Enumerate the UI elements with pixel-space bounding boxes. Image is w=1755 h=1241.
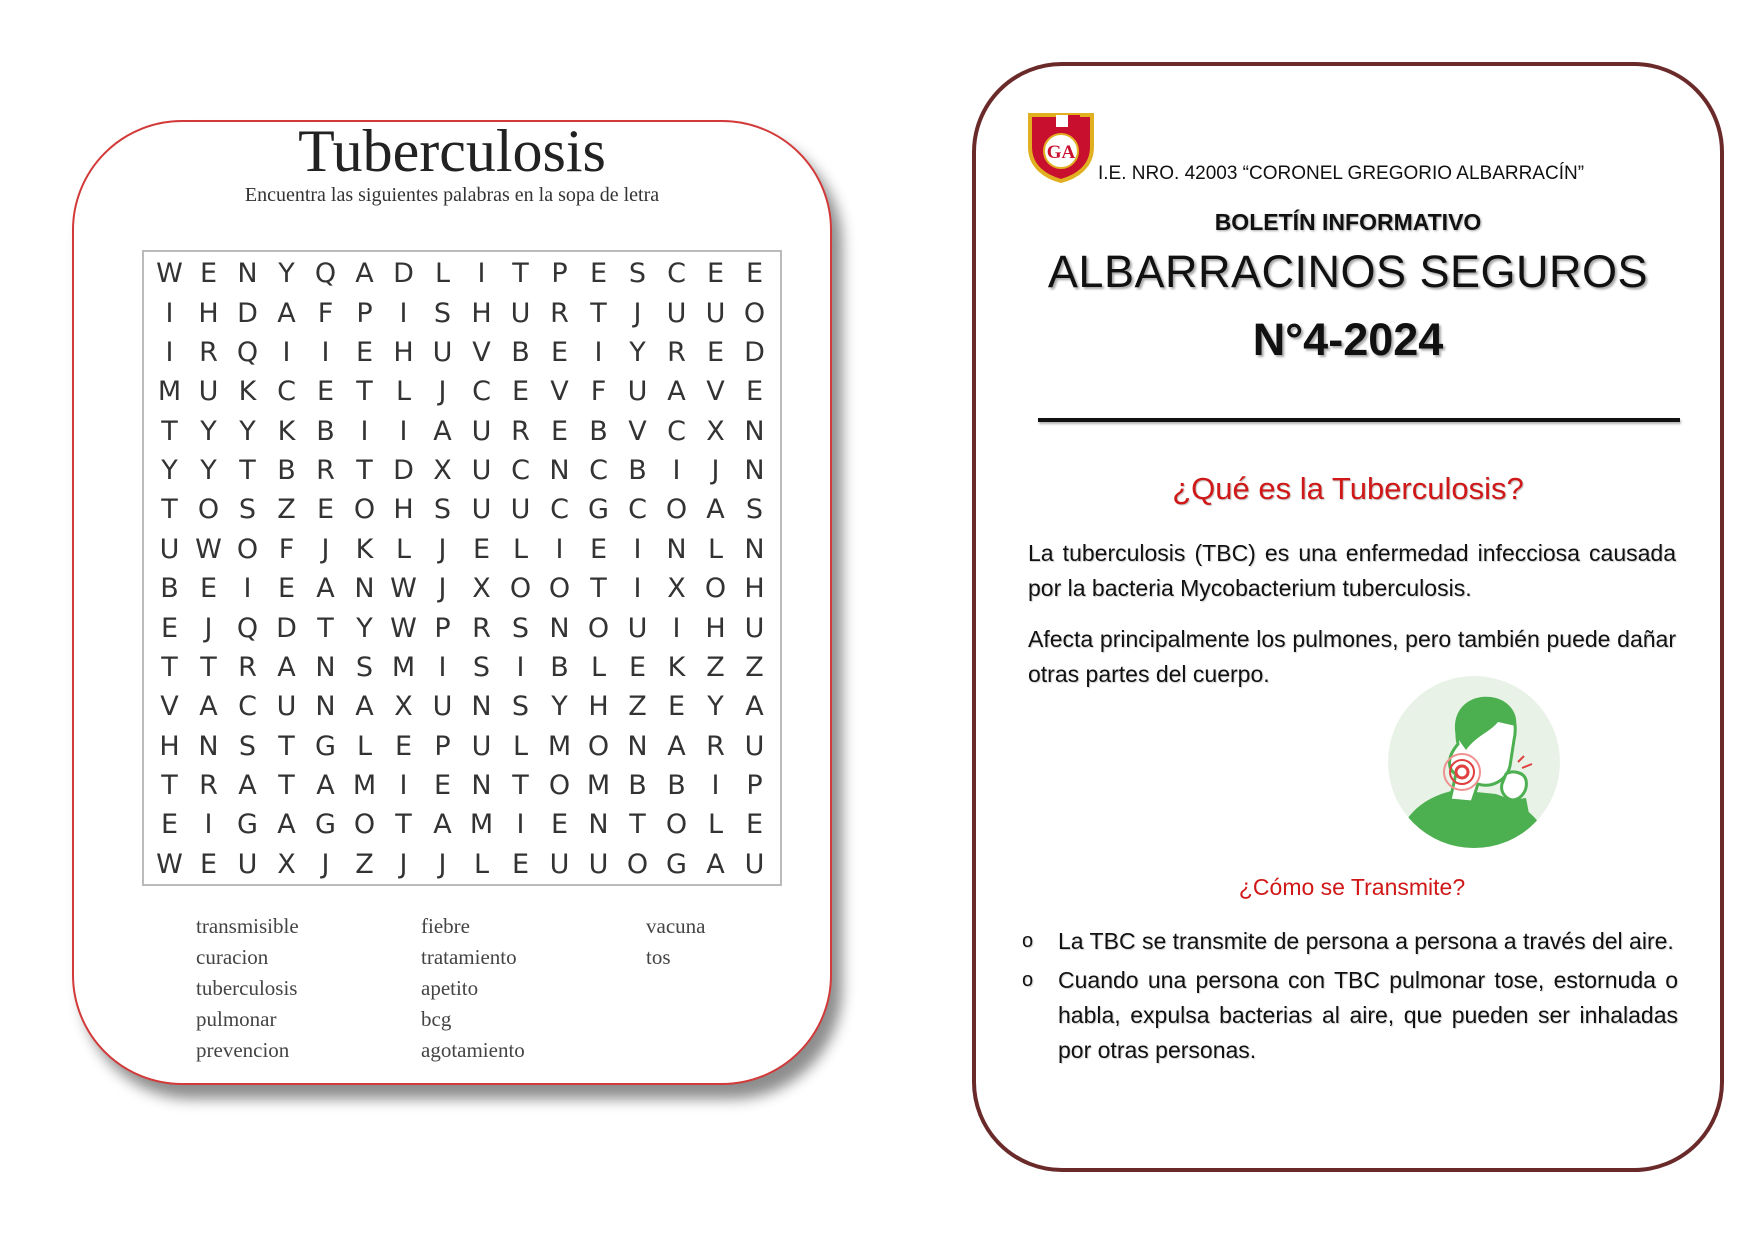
grid-letter: O (665, 809, 688, 841)
grid-letter: C (472, 376, 491, 408)
grid-letter: U (744, 612, 765, 644)
grid-letter: I (633, 573, 642, 605)
grid-letter: A (238, 770, 257, 802)
grid-letter: E (277, 573, 296, 605)
grid-letter: T (512, 258, 529, 290)
grid-letter: X (277, 848, 296, 880)
grid-letter: R (472, 612, 491, 644)
coughing-person-icon (1386, 674, 1562, 850)
word-item: tos (646, 945, 671, 969)
grid-letter: O (197, 494, 220, 526)
grid-letter: E (667, 691, 686, 723)
grid-letter: B (316, 415, 335, 447)
grid-letter: V (628, 415, 647, 447)
grid-letter: U (627, 612, 648, 644)
transmission-list (1018, 924, 1678, 1072)
grid-letter: I (711, 770, 720, 802)
grid-letter: Y (161, 455, 178, 487)
grid-letter: G (315, 730, 336, 762)
grid-letter: N (549, 455, 570, 487)
grid-letter: H (393, 494, 414, 526)
bullet-circle-icon: o (1022, 969, 1034, 991)
grid-letter: R (199, 336, 218, 368)
grid-letter: O (665, 494, 688, 526)
grid-letter: D (744, 336, 765, 368)
grid-letter: W (390, 612, 417, 644)
grid-letter: E (745, 376, 764, 408)
grid-letter: K (355, 533, 374, 565)
grid-letter: E (199, 573, 218, 605)
transmission-heading: ¿Cómo se Transmite? (1238, 874, 1466, 900)
grid-letter: M (547, 730, 572, 762)
list-item-text: Cuando una persona con TBC pulmonar tose, estornuda o habla, expulsa bacterias al aire, que pueden ser inhaladas por otras personas. (1058, 967, 1678, 1063)
grid-letter: S (433, 494, 452, 526)
grid-letter: S (472, 651, 491, 683)
grid-letter: E (511, 376, 530, 408)
grid-letter: N (744, 415, 765, 447)
grid-letter: I (321, 336, 330, 368)
grid-letter: Q (236, 612, 259, 644)
grid-letter: I (672, 455, 681, 487)
grid-letter: M (391, 651, 416, 683)
grid-letter: A (355, 691, 374, 723)
grid-letter: C (667, 258, 686, 290)
grid-letter: I (399, 297, 408, 329)
grid-letter: S (355, 651, 374, 683)
grid-letter: U (588, 848, 609, 880)
grid-letter: S (238, 730, 257, 762)
grid-letter: I (165, 297, 174, 329)
grid-letter: D (237, 297, 258, 329)
grid-letter: T (590, 297, 607, 329)
grid-letter: U (705, 297, 726, 329)
grid-letter: E (550, 336, 569, 368)
grid-letter: I (360, 415, 369, 447)
grid-letter: T (356, 376, 373, 408)
grid-letter: I (243, 573, 252, 605)
school-crest-icon (1026, 111, 1096, 183)
word-item: apetito (421, 976, 479, 1000)
grid-letter: U (666, 297, 687, 329)
grid-letter: R (199, 770, 218, 802)
grid-letter: J (633, 297, 642, 329)
grid-letter: C (667, 415, 686, 447)
grid-letter: A (745, 691, 764, 723)
grid-letter: Q (314, 258, 337, 290)
grid-letter: E (550, 809, 569, 841)
grid-letter: H (705, 612, 726, 644)
grid-letter: E (316, 494, 335, 526)
school-name: I.E. NRO. 42003 “CORONEL GREGORIO ALBARRACÍN” (1098, 163, 1585, 184)
grid-letter: L (707, 533, 724, 565)
grid-letter: N (627, 730, 648, 762)
grid-letter: O (548, 573, 571, 605)
grid-letter: J (438, 573, 447, 605)
grid-letter: W (156, 258, 183, 290)
grid-letter: O (743, 297, 766, 329)
grid-letter: A (316, 573, 335, 605)
grid-letter: L (356, 730, 373, 762)
grid-letter: C (589, 455, 608, 487)
grid-letter: Z (355, 848, 374, 880)
grid-letter: I (516, 651, 525, 683)
grid-letter: K (667, 651, 686, 683)
grid-letter: B (550, 651, 569, 683)
grid-letter: V (550, 376, 569, 408)
grid-letter: S (511, 691, 530, 723)
grid-letter: S (433, 297, 452, 329)
word-item: agotamiento (421, 1038, 525, 1062)
grid-letter: U (549, 848, 570, 880)
grid-letter: E (706, 258, 725, 290)
grid-letter: N (744, 533, 765, 565)
grid-letter: I (282, 336, 291, 368)
grid-letter: E (394, 730, 413, 762)
grid-letter: J (438, 376, 447, 408)
bulletin-label: BOLETÍN INFORMATIVO (1214, 209, 1482, 235)
grid-letter: X (433, 455, 452, 487)
grid-letter: U (159, 533, 180, 565)
grid-letter: M (586, 770, 611, 802)
grid-letter: V (472, 336, 491, 368)
grid-letter: E (589, 258, 608, 290)
grid-letter: I (438, 651, 447, 683)
grid-letter: N (237, 258, 258, 290)
grid-letter: Q (236, 336, 259, 368)
grid-letter: I (555, 533, 564, 565)
grid-letter: C (511, 455, 530, 487)
grid-letter: H (198, 297, 219, 329)
grid-letter: E (199, 258, 218, 290)
grid-letter: W (156, 848, 183, 880)
grid-letter: D (276, 612, 297, 644)
grid-letter: I (672, 612, 681, 644)
grid-letter: I (477, 258, 486, 290)
grid-letter: T (161, 770, 178, 802)
grid-letter: J (438, 533, 447, 565)
grid-letter: A (706, 848, 725, 880)
grid-letter: J (438, 848, 447, 880)
grid-letter: E (199, 848, 218, 880)
wordsearch-subtitle: Encuentra las siguientes palabras en la sopa de letra (244, 184, 660, 206)
grid-letter: J (399, 848, 408, 880)
effects-paragraph: Afecta principalmente los pulmones, pero también puede dañar otras partes del cuerpo. (1028, 626, 1676, 687)
word-item: transmisible (196, 914, 299, 938)
grid-letter: Y (629, 336, 646, 368)
grid-letter: O (626, 848, 649, 880)
grid-letter: B (511, 336, 530, 368)
grid-letter: X (394, 691, 413, 723)
grid-letter: S (238, 494, 257, 526)
grid-letter: X (472, 573, 491, 605)
grid-letter: T (161, 494, 178, 526)
grid-letter: R (316, 455, 335, 487)
grid-letter: U (510, 494, 531, 526)
letter-grid (150, 254, 774, 884)
grid-letter: M (469, 809, 494, 841)
list-item-text: La TBC se transmite de persona a persona a través del aire. (1058, 928, 1674, 954)
grid-letter: Z (706, 651, 725, 683)
grid-letter: I (165, 336, 174, 368)
grid-letter: U (510, 297, 531, 329)
grid-letter: B (160, 573, 179, 605)
grid-letter: T (317, 612, 334, 644)
grid-letter: U (471, 494, 492, 526)
grid-letter: X (667, 573, 686, 605)
grid-letter: E (550, 415, 569, 447)
bullet-circle-icon: o (1022, 930, 1034, 952)
grid-letter: E (745, 809, 764, 841)
grid-letter: A (706, 494, 725, 526)
grid-letter: W (195, 533, 222, 565)
grid-letter: F (317, 297, 334, 329)
grid-letter: I (633, 533, 642, 565)
grid-letter: T (356, 455, 373, 487)
grid-letter: A (199, 691, 218, 723)
grid-letter: W (390, 573, 417, 605)
grid-letter: H (159, 730, 180, 762)
grid-letter: G (237, 809, 258, 841)
grid-letter: I (594, 336, 603, 368)
issue-number: N°4-2024 (1252, 314, 1444, 365)
grid-letter: U (744, 848, 765, 880)
grid-letter: J (204, 612, 213, 644)
grid-letter: Y (239, 415, 256, 447)
grid-letter: S (745, 494, 764, 526)
grid-letter: A (433, 415, 452, 447)
grid-letter: I (516, 809, 525, 841)
grid-letter: P (746, 770, 763, 802)
grid-letter: E (628, 651, 647, 683)
grid-letter: O (236, 533, 259, 565)
grid-letter: H (744, 573, 765, 605)
grid-letter: E (745, 258, 764, 290)
grid-letter: M (157, 376, 182, 408)
grid-letter: G (588, 494, 609, 526)
grid-letter: U (471, 415, 492, 447)
grid-letter: D (393, 455, 414, 487)
grid-letter: U (237, 848, 258, 880)
grid-letter: T (512, 770, 529, 802)
grid-letter: C (550, 494, 569, 526)
grid-letter: Z (628, 691, 647, 723)
grid-letter: E (433, 770, 452, 802)
grid-letter: H (471, 297, 492, 329)
list-item (1018, 963, 1678, 1068)
grid-letter: N (315, 651, 336, 683)
bulletin-title: ALBARRACINOS SEGUROS (1047, 246, 1649, 297)
grid-letter: T (590, 573, 607, 605)
grid-letter: B (628, 455, 647, 487)
word-item: tuberculosis (196, 976, 298, 1000)
grid-letter: E (472, 533, 491, 565)
grid-letter: U (744, 730, 765, 762)
grid-letter: U (471, 730, 492, 762)
grid-letter: L (707, 809, 724, 841)
grid-letter: T (200, 651, 217, 683)
grid-letter: L (512, 730, 529, 762)
grid-letter: R (238, 651, 257, 683)
grid-letter: N (198, 730, 219, 762)
grid-letter: T (278, 730, 295, 762)
grid-letter: E (589, 533, 608, 565)
grid-letter: S (511, 612, 530, 644)
word-item: bcg (421, 1007, 452, 1031)
grid-letter: N (354, 573, 375, 605)
grid-letter: O (587, 612, 610, 644)
grid-letter: T (278, 770, 295, 802)
grid-letter: O (587, 730, 610, 762)
grid-letter: N (744, 455, 765, 487)
grid-letter: R (667, 336, 686, 368)
grid-letter: C (628, 494, 647, 526)
grid-letter: L (434, 258, 451, 290)
grid-letter: X (706, 415, 725, 447)
grid-letter: G (315, 809, 336, 841)
grid-letter: A (316, 770, 335, 802)
grid-letter: A (277, 809, 296, 841)
grid-letter: Y (356, 612, 373, 644)
grid-letter: O (353, 809, 376, 841)
grid-letter: L (395, 376, 412, 408)
definition-paragraph: La tuberculosis (TBC) es una enfermedad infecciosa causada por la bacteria Mycobacterium tuberculosis. (1028, 540, 1676, 601)
grid-letter: J (321, 533, 330, 565)
grid-letter: B (277, 455, 296, 487)
grid-letter: H (393, 336, 414, 368)
grid-letter: A (667, 376, 686, 408)
grid-letter: B (589, 415, 608, 447)
grid-letter: L (590, 651, 607, 683)
word-item: pulmonar (196, 1007, 277, 1031)
grid-letter: E (706, 336, 725, 368)
grid-letter: L (395, 533, 412, 565)
grid-letter: N (471, 770, 492, 802)
grid-letter: E (316, 376, 335, 408)
grid-letter: E (355, 336, 374, 368)
grid-letter: S (628, 258, 647, 290)
grid-letter: E (160, 612, 179, 644)
grid-letter: Y (707, 691, 724, 723)
grid-letter: E (160, 809, 179, 841)
grid-letter: A (433, 809, 452, 841)
wordsearch-card (72, 120, 832, 1085)
logo-text: GA (1046, 142, 1076, 163)
grid-letter: N (471, 691, 492, 723)
grid-letter: L (512, 533, 529, 565)
grid-letter: U (471, 455, 492, 487)
grid-letter: V (160, 691, 179, 723)
grid-letter: D (393, 258, 414, 290)
grid-letter: G (666, 848, 687, 880)
grid-letter: R (550, 297, 569, 329)
grid-letter: P (434, 612, 451, 644)
grid-letter: O (704, 573, 727, 605)
grid-letter: U (276, 691, 297, 723)
grid-letter: R (706, 730, 725, 762)
grid-letter: Y (278, 258, 295, 290)
grid-letter: A (277, 651, 296, 683)
grid-letter: B (667, 770, 686, 802)
grid-letter: A (667, 730, 686, 762)
grid-letter: N (549, 612, 570, 644)
word-item: fiebre (421, 914, 470, 938)
grid-letter: J (321, 848, 330, 880)
grid-letter: U (432, 691, 453, 723)
grid-letter: K (277, 415, 296, 447)
grid-letter: J (711, 455, 720, 487)
grid-letter: F (590, 376, 607, 408)
word-item: vacuna (646, 914, 706, 938)
grid-letter: U (432, 336, 453, 368)
grid-letter: N (666, 533, 687, 565)
title-divider (1038, 418, 1680, 422)
grid-letter: T (395, 809, 412, 841)
wordsearch-title: Tuberculosis (298, 118, 606, 184)
grid-letter: B (628, 770, 647, 802)
grid-letter: C (277, 376, 296, 408)
grid-letter: N (315, 691, 336, 723)
grid-letter: P (551, 258, 568, 290)
list-item (1018, 924, 1678, 959)
grid-letter: F (278, 533, 295, 565)
grid-letter: U (198, 376, 219, 408)
question-heading: ¿Qué es la Tuberculosis? (1172, 471, 1524, 506)
grid-letter: R (511, 415, 530, 447)
grid-letter: I (399, 415, 408, 447)
grid-letter: K (238, 376, 257, 408)
grid-letter: T (161, 415, 178, 447)
grid-letter: Z (745, 651, 764, 683)
grid-letter: A (355, 258, 374, 290)
grid-letter: O (353, 494, 376, 526)
grid-letter: Z (277, 494, 296, 526)
word-item: prevencion (196, 1038, 290, 1062)
grid-letter: T (161, 651, 178, 683)
grid-letter: P (356, 297, 373, 329)
grid-letter: L (473, 848, 490, 880)
word-item: curacion (196, 945, 269, 969)
grid-letter: T (239, 455, 256, 487)
grid-letter: A (277, 297, 296, 329)
grid-letter: T (629, 809, 646, 841)
word-item: tratamiento (421, 945, 517, 969)
grid-letter: C (238, 691, 257, 723)
bulletin-card (972, 62, 1724, 1172)
grid-letter: Y (551, 691, 568, 723)
grid-letter: E (511, 848, 530, 880)
grid-letter: O (548, 770, 571, 802)
grid-letter: Y (200, 415, 217, 447)
grid-letter: V (706, 376, 725, 408)
letter-grid-frame (142, 250, 782, 886)
grid-letter: U (627, 376, 648, 408)
grid-letter: Y (200, 455, 217, 487)
grid-letter: O (509, 573, 532, 605)
grid-letter: H (588, 691, 609, 723)
word-list (196, 914, 756, 1069)
grid-letter: I (204, 809, 213, 841)
grid-letter: I (399, 770, 408, 802)
grid-letter: P (434, 730, 451, 762)
grid-letter: M (352, 770, 377, 802)
grid-letter: N (588, 809, 609, 841)
